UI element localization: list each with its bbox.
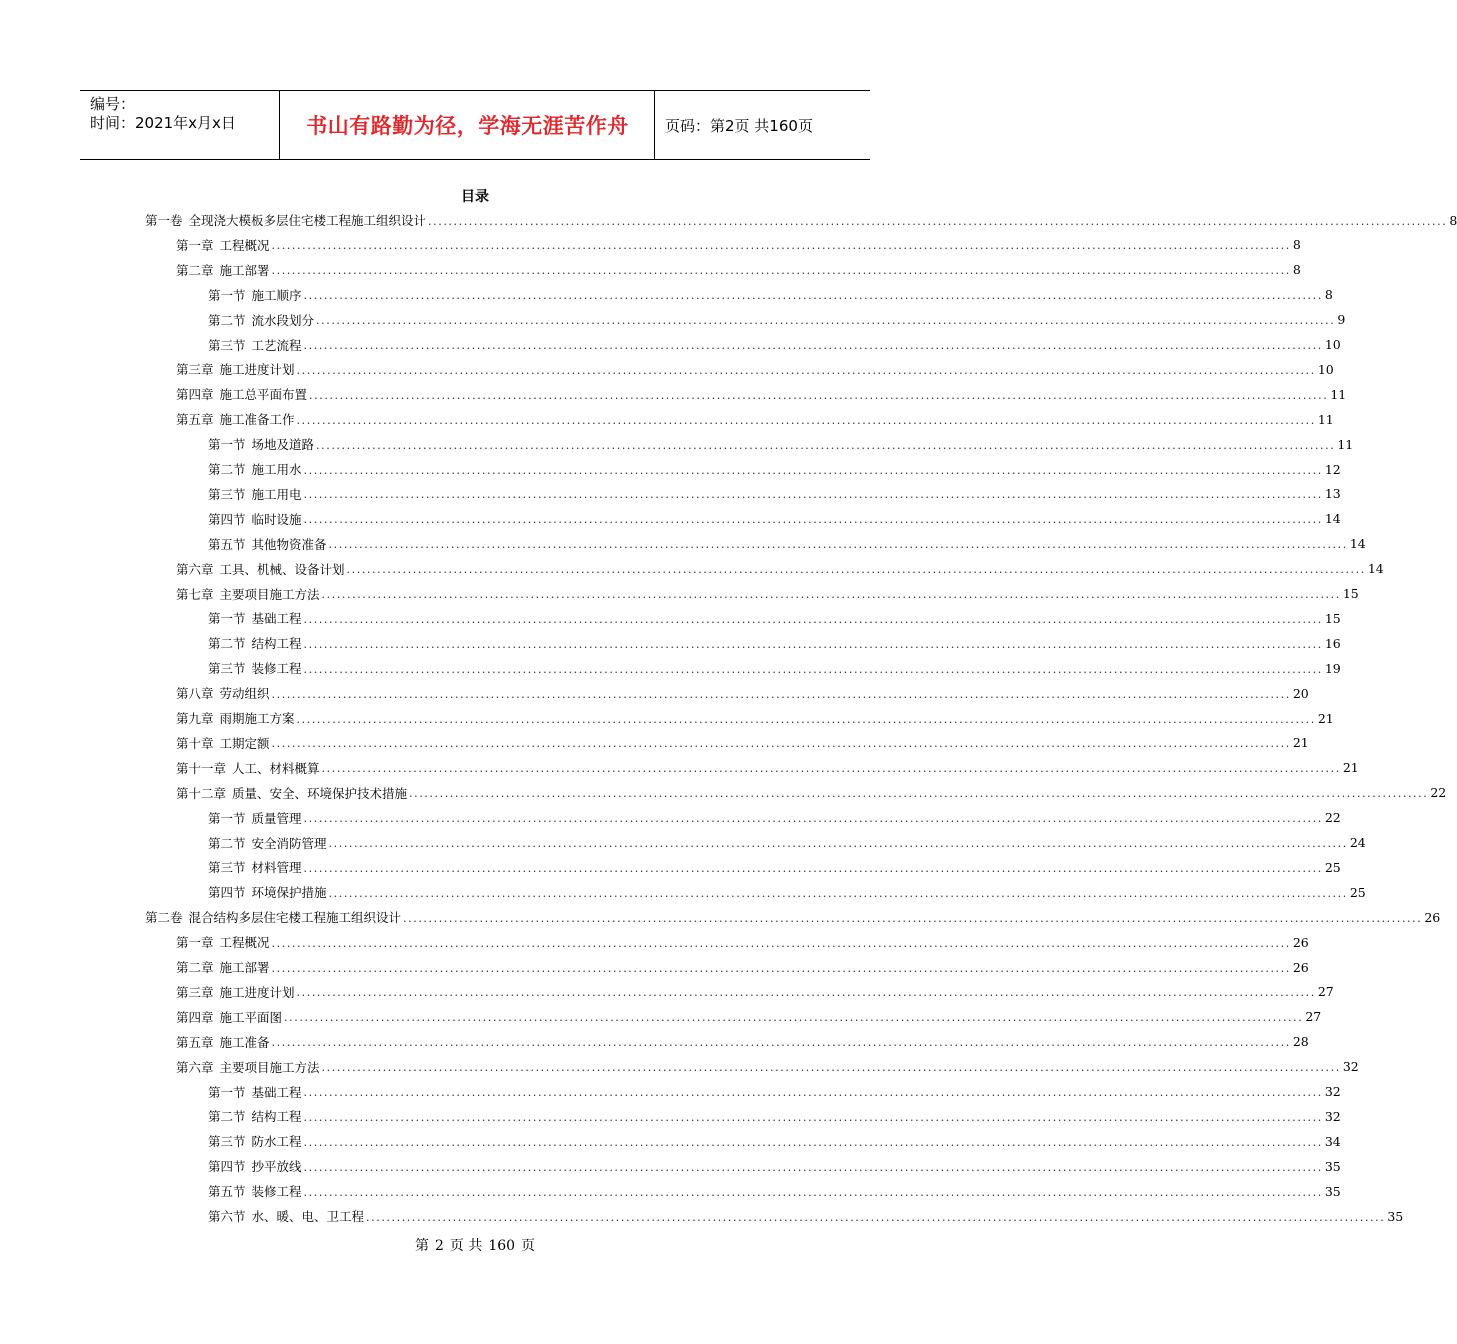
toc-leader-dots: ........................................................................................................................................................................................................ [284,1011,1304,1025]
toc-entry[interactable] [208,855,1341,879]
toc-entry[interactable] [208,631,1341,655]
toc-entry-number: 第二节 [208,1109,246,1125]
toc-entry-page: 15 [1324,610,1341,626]
toc-entry-text: 人工、材料概算 [232,760,320,776]
toc-entry-number: 第六章 [176,1059,214,1075]
toc-entry[interactable] [208,806,1341,830]
toc-entry-number: 第六章 [176,561,214,577]
toc-entry-text: 混合结构多层住宅楼工程施工组织设计 [188,910,402,926]
toc-entry[interactable] [208,457,1341,481]
toc-entry-text: 全现浇大模板多层住宅楼工程施工组织设计 [188,213,427,228]
toc-entry-number: 第二卷 [145,910,183,926]
toc-entry-page: 8 [1324,287,1333,303]
toc-leader-dots: ........................................................................................................................................................................................................ [303,488,1323,502]
toc-entry-text: 结构工程 [251,1109,302,1125]
toc-leader-dots: ........................................................................................................................................................................................................ [403,911,1423,925]
toc-entry-text: 施工部署 [219,262,270,278]
toc-entry[interactable] [176,258,1301,282]
toc-entry-label [208,883,327,901]
toc-entry-label [208,1207,364,1225]
header-page-info: 页码：第2页 共160页 [665,116,813,135]
toc-entry-number: 第一章 [176,237,214,253]
toc-leader-dots: ........................................................................................................................................................................................................ [303,339,1323,352]
toc-entry[interactable] [208,831,1366,855]
toc-entry-number: 第五节 [208,536,246,552]
toc-entry-page: 19 [1324,660,1341,676]
toc-leader-dots: ........................................................................................................................................................................................................ [321,762,1341,776]
toc-entry-label [208,1083,302,1101]
toc-entry-number: 第一节 [208,437,246,453]
toc-entry-number: 第四章 [176,387,214,403]
toc-entry-label [208,485,302,503]
toc-entry-text: 临时设施 [251,511,302,527]
toc-leader-dots: ........................................................................................................................................................................................................ [309,388,1329,402]
toc-entry[interactable] [176,382,1347,406]
toc-entry-text: 施工用水 [251,462,302,477]
toc-entry[interactable] [176,955,1309,979]
toc-entry-text: 防水工程 [251,1134,302,1150]
toc-entry-page: 34 [1324,1133,1341,1149]
toc-entry-number: 第三章 [176,362,214,378]
toc-entry-text: 施工准备工作 [219,412,295,428]
footer-total-pages: 160 [488,1238,516,1254]
footer-prefix: 第 [414,1238,429,1254]
toc-entry-label [176,1058,320,1076]
document-header [80,90,870,160]
toc-entry-label [176,1008,282,1026]
toc-entry-label [176,759,320,777]
toc-leader-dots: ........................................................................................................................................................................................................ [303,662,1323,676]
toc-entry-label [208,634,302,652]
footer-mid: 页 共 [449,1238,483,1254]
toc-entry[interactable] [208,656,1341,680]
toc-entry-number: 第二节 [208,312,246,328]
toc-entry-label [145,211,426,229]
toc-entry-number: 第三节 [208,486,246,502]
toc-entry-page: 35 [1324,1183,1341,1199]
toc-entry-page: 32 [1342,1059,1359,1075]
toc-entry-number: 第二章 [176,960,214,975]
toc-entry[interactable] [208,308,1346,332]
toc-leader-dots: ........................................................................................................................................................................................................ [303,637,1323,651]
time-label: 时间：2021年x月x日 [90,114,236,132]
toc-entry-label [208,609,302,627]
toc-entry-page: 15 [1342,586,1359,601]
toc-entry-text: 质量、安全、环境保护技术措施 [232,785,408,801]
toc-entry-number: 第一卷 [145,213,183,228]
toc-entry-text: 工程概况 [219,237,270,253]
toc-entry-page: 32 [1324,1108,1341,1124]
toc-entry-label [208,336,302,354]
toc-entry[interactable] [208,432,1354,456]
toc-entry-label [176,784,407,802]
toc-entry-page: 22 [1324,810,1341,826]
toc-entry-page: 25 [1324,859,1341,875]
toc-leader-dots: ........................................................................................................................................................................................................ [296,363,1316,377]
toc-entry[interactable] [176,1030,1309,1054]
toc-entry-label [208,435,314,453]
toc-entry-number: 第四节 [208,511,246,527]
toc-entry-text: 施工用电 [251,486,302,502]
toc-entry-text: 质量管理 [251,810,302,826]
toc-entry-label [208,460,302,478]
toc-entry-label [176,933,270,951]
toc-entry-page: 22 [1430,785,1447,801]
toc-entry-label [208,311,314,329]
toc-leader-dots: ........................................................................................................................................................................................................ [271,1036,1291,1050]
toc-leader-dots: ........................................................................................................................................................................................................ [303,1135,1323,1149]
toc-entry[interactable] [176,1055,1359,1079]
toc-entry[interactable] [208,1104,1341,1128]
toc-entry-page: 10 [1317,361,1334,377]
toc-entry-page: 8 [1449,212,1457,228]
toc-entry-text: 工程概况 [219,935,270,951]
toc-entry-label [176,385,307,403]
toc-entry-label [208,834,327,852]
toc-entry-label [208,286,302,304]
toc-leader-dots: ........................................................................................................................................................................................................ [296,986,1316,1000]
toc-entry-page: 8 [1292,237,1301,253]
toc-entry[interactable] [176,756,1359,780]
toc-entry-page: 14 [1349,536,1366,552]
toc-entry[interactable] [176,930,1309,954]
toc-leader-dots: ........................................................................................................................................................................................................ [271,239,1291,253]
toc-entry[interactable] [208,606,1341,630]
toc-entry[interactable] [208,1080,1341,1104]
toc-entry[interactable] [208,1154,1341,1178]
toc-entry-number: 第六节 [208,1209,246,1224]
toc-entry[interactable] [208,532,1366,556]
toc-entry-page: 21 [1292,735,1309,751]
toc-entry[interactable] [176,1005,1322,1029]
toc-entry-text: 施工顺序 [251,287,302,303]
toc-entry-text: 基础工程 [251,1084,302,1100]
toc-entry-number: 第八章 [176,686,214,702]
toc-entry-label [176,958,270,976]
toc-leader-dots: ........................................................................................................................................................................................................ [303,463,1323,477]
toc-entry-number: 第九章 [176,711,214,726]
toc-entry-label [176,410,295,428]
toc-entry-page: 35 [1387,1208,1404,1224]
footer-current-page: 2 [434,1238,444,1254]
toc-entry-text: 基础工程 [251,611,302,627]
toc-entry-text: 抄平放线 [251,1159,302,1175]
toc-leader-dots: ........................................................................................................................................................................................................ [271,264,1291,278]
toc-entry-label [176,983,295,1001]
toc-entry-text: 施工进度计划 [219,984,295,1000]
toc-leader-dots: ........................................................................................................................................................................................................ [303,861,1323,875]
toc-leader-dots: ........................................................................................................................................................................................................ [271,936,1291,950]
toc-entry-page: 26 [1292,934,1309,950]
toc-entry[interactable] [208,1129,1341,1153]
toc-entry-text: 主要项目施工方法 [219,1059,320,1075]
toc-entry-page: 8 [1292,262,1301,278]
toc-entry-number: 第十一章 [176,760,227,776]
toc-entry[interactable] [176,582,1359,606]
toc-entry[interactable] [176,357,1334,381]
toc-entry-number: 第三章 [176,984,214,1000]
toc-entry-page: 12 [1324,461,1341,477]
toc-entry-text: 施工平面图 [219,1009,283,1025]
toc-entry-number: 第一节 [208,1084,246,1100]
toc-leader-dots: ........................................................................................................................................................................................................ [296,413,1316,427]
toc-entry-label [176,236,270,254]
toc-entry-text: 流水段划分 [251,312,315,328]
toc-entry[interactable] [176,407,1334,431]
toc-entry-number: 第七章 [176,586,214,602]
toc-entry-number: 第一节 [208,611,246,627]
toc-entry[interactable] [176,980,1334,1004]
toc-entry[interactable] [176,233,1301,257]
toc-entry-number: 第二节 [208,636,246,652]
toc-leader-dots: ........................................................................................................................................................................................................ [303,1110,1323,1124]
toc-leader-dots: ........................................................................................................................................................................................................ [271,961,1291,975]
toc-entry-text: 结构工程 [251,636,302,652]
toc-entry[interactable] [208,1179,1341,1203]
toc-entry-page: 21 [1317,710,1334,726]
toc-leader-dots: ........................................................................................................................................................................................................ [303,812,1323,826]
toc-entry-page: 32 [1324,1084,1341,1099]
toc-entry-page: 16 [1324,635,1341,651]
toc-entry[interactable] [208,880,1366,904]
toc-entry-label [176,360,295,378]
toc-entry-number: 第五章 [176,1034,214,1050]
toc-entry-page: 21 [1342,760,1359,776]
toc-entry-text: 工艺流程 [251,337,302,353]
toc-leader-dots: ........................................................................................................................................................................................................ [409,787,1429,801]
toc-entry-label [208,809,302,827]
toc-leader-dots: ........................................................................................................................................................................................................ [328,837,1348,850]
toc-entry-number: 第十二章 [176,785,227,801]
toc-entry-number: 第四章 [176,1009,214,1025]
toc-entry[interactable] [208,333,1341,357]
toc-entry-page: 11 [1337,436,1354,452]
toc-entry-page: 9 [1337,312,1346,328]
toc-entry[interactable] [145,905,1441,929]
toc-entry-label [176,684,270,702]
toc-leader-dots: ........................................................................................................................................................................................................ [303,513,1323,527]
toc-leader-dots: ........................................................................................................................................................................................................ [271,687,1291,701]
toc-entry-page: 10 [1324,337,1341,352]
toc-entry-number: 第二章 [176,262,214,278]
toc-entry-text: 劳动组织 [219,686,270,702]
toc-entry-text: 施工进度计划 [219,362,295,378]
toc-entry-text: 环境保护措施 [251,885,327,901]
toc-entry-text: 安全消防管理 [251,835,327,851]
toc-entry[interactable] [208,1204,1404,1228]
toc-entry-text: 施工部署 [219,960,270,975]
toc-entry[interactable] [176,681,1309,705]
header-meta [80,91,280,159]
toc-leader-dots: ........................................................................................................................................................................................................ [328,886,1348,900]
toc-entry-text: 施工总平面布置 [219,387,308,403]
toc-entry[interactable] [145,208,1457,232]
toc-entry-number: 第一节 [208,810,246,826]
toc-leader-dots: ........................................................................................................................................................................................................ [303,1086,1323,1099]
toc-entry-page: 14 [1324,511,1341,527]
toc-entry[interactable] [176,731,1309,755]
toc-entry-number: 第一节 [208,287,246,303]
toc-entry-page: 20 [1292,685,1309,701]
header-motto: 书山有路勤为径，学海无涯苦作舟 [281,91,655,159]
toc-entry-number: 第四节 [208,885,246,901]
toc-entry-number: 第三节 [208,337,246,353]
toc-leader-dots: ........................................................................................................................................................................................................ [303,1185,1323,1199]
toc-entry-label [208,510,302,528]
toc-leader-dots: ........................................................................................................................................................................................................ [366,1210,1386,1224]
toc-entry-text: 其他物资准备 [251,536,327,552]
toc-entry-text: 装修工程 [251,1184,302,1200]
toc-entry-label [176,560,345,578]
toc-entry-text: 雨期施工方案 [219,711,295,726]
toc-entry-page: 14 [1367,561,1384,577]
toc-leader-dots: ........................................................................................................................................................................................................ [303,289,1323,303]
toc-entry-page: 26 [1424,909,1441,925]
toc-entry-text: 施工准备 [219,1034,270,1050]
toc-entry-label [145,908,401,926]
toc-entry-page: 11 [1317,411,1334,427]
toc-entry-label [176,734,270,752]
toc-entry-text: 装修工程 [251,661,302,677]
toc-leader-dots: ........................................................................................................................................................................................................ [271,737,1291,751]
toc-leader-dots: ........................................................................................................................................................................................................ [321,1061,1341,1075]
toc-entry[interactable] [208,507,1341,531]
toc-entry-number: 第一章 [176,935,214,951]
toc-entry-text: 主要项目施工方法 [219,586,320,602]
toc-entry-page: 27 [1305,1009,1322,1025]
toc-leader-dots: ........................................................................................................................................................................................................ [303,612,1323,626]
toc-leader-dots: ........................................................................................................................................................................................................ [316,438,1336,452]
toc-leader-dots: ........................................................................................................................................................................................................ [321,588,1341,601]
toc-entry-number: 第五章 [176,412,214,428]
toc-entry-number: 第四节 [208,1159,246,1175]
toc-leader-dots: ........................................................................................................................................................................................................ [316,314,1336,328]
page-footer [0,1235,950,1255]
toc-entry-number: 第二节 [208,835,246,851]
toc-entry-page: 11 [1330,386,1347,402]
toc-entry-label [176,585,320,603]
toc-entry-label [208,535,327,553]
footer-suffix: 页 [521,1238,536,1254]
toc-entry-page: 35 [1324,1158,1341,1174]
toc-entry[interactable] [176,706,1334,730]
toc-entry-page: 27 [1317,984,1334,1000]
toc-entry[interactable] [208,283,1333,307]
toc-entry-label [208,1107,302,1125]
toc-entry-label [208,858,302,876]
toc-entry-label [208,1132,302,1150]
toc-entry-number: 第三节 [208,860,246,876]
toc-entry-text: 水、暖、电、卫工程 [251,1209,365,1224]
toc-entry-number: 第十章 [176,735,214,751]
toc-entry-page: 25 [1349,884,1366,900]
toc-leader-dots: ........................................................................................................................................................................................................ [328,538,1348,552]
toc-entry-text: 材料管理 [251,860,302,876]
toc-leader-dots: ........................................................................................................................................................................................................ [428,214,1448,228]
toc-entry-number: 第二节 [208,462,246,477]
toc-entry[interactable] [208,482,1341,506]
toc-entry-text: 工期定额 [219,735,270,751]
toc-title: 目录 [461,189,489,205]
toc-entry-label [208,1182,302,1200]
toc-entry-page: 26 [1292,959,1309,975]
toc-entry-text: 场地及道路 [251,437,315,453]
toc-entry[interactable] [176,781,1447,805]
toc-entry-number: 第三节 [208,1134,246,1150]
toc-leader-dots: ........................................................................................................................................................................................................ [303,1160,1323,1174]
toc-entry-page: 24 [1349,835,1366,850]
toc-entry-label [208,1157,302,1175]
toc-entry-text: 工具、机械、设备计划 [219,561,345,577]
toc-leader-dots: ........................................................................................................................................................................................................ [346,563,1366,577]
toc-entry-page: 28 [1292,1034,1309,1050]
toc-entry-label [176,709,295,727]
toc-entry-number: 第三节 [208,661,246,677]
toc-entry-page: 13 [1324,486,1341,502]
toc-entry-label [176,1033,270,1051]
toc-entry-label [208,659,302,677]
toc-leader-dots: ........................................................................................................................................................................................................ [296,712,1316,726]
toc-entry-label [176,261,270,279]
toc-entry-number: 第五节 [208,1184,246,1200]
toc-entry[interactable] [176,557,1384,581]
number-label: 编号： [90,95,136,113]
